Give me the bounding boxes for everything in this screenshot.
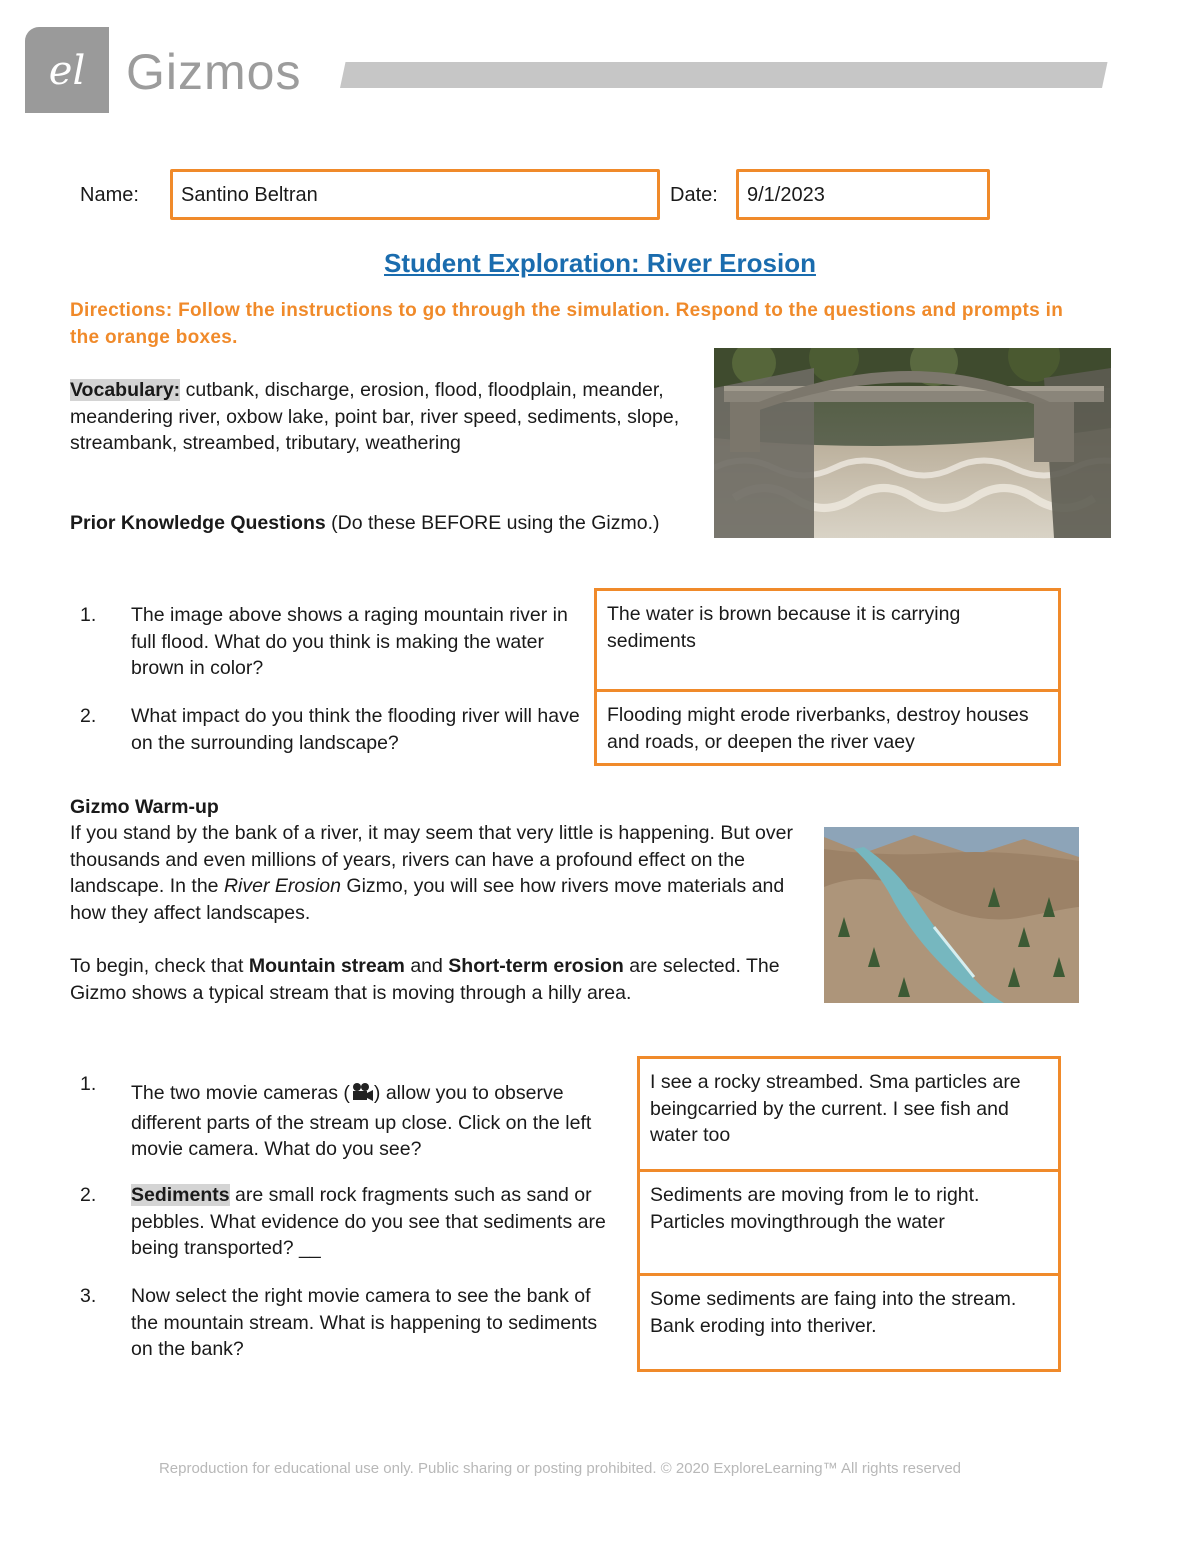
- warmup-paragraph-1: If you stand by the bank of a river, it may seem that very little is happening. But over thousands and even millions of years, rivers can have a profound effect on the landscape. In the River Erosion Gizmo, you will see how rivers move materials and how they affect landscapes.: [70, 822, 793, 924]
- warmup-answer-1[interactable]: I see a rocky streambed. Sma particles are beingcarried by the current. I see fish and water too: [640, 1059, 1058, 1172]
- warmup-answer-boxes: [637, 1056, 1061, 1372]
- brand-name: Gizmos: [126, 44, 302, 100]
- prior-q1-text: The image above shows a raging mountain river in full flood. What do you think is making the water brown in color?: [131, 604, 568, 679]
- prior-q1-number: 1.: [80, 604, 97, 626]
- name-field[interactable]: Santino Beltran: [170, 169, 660, 220]
- prior-heading-note: (Do these BEFORE using the Gizmo.): [331, 512, 660, 534]
- movie-camera-icon: [350, 1082, 374, 1110]
- warmup-q2-text: Sediments are small rock fragments such as sand or pebbles. What evidence do you see that sediments are being transported? __: [131, 1184, 606, 1259]
- warmup-heading: Gizmo Warm-up: [70, 796, 219, 818]
- vocabulary-label: Vocabulary:: [70, 379, 181, 401]
- name-label: Name:: [80, 184, 139, 206]
- explorelearning-logo-icon: el: [48, 48, 86, 94]
- date-label: Date:: [670, 184, 718, 206]
- warmup-paragraph-2: To begin, check that Mountain stream and Short-term erosion are selected. The Gizmo shows a typical stream that is moving through a hilly area.: [70, 955, 780, 1004]
- warmup-q1-number: 1.: [80, 1073, 97, 1095]
- prior-answer-2[interactable]: Flooding might erode riverbanks, destroy houses and roads, or deepen the river vaey: [607, 704, 1029, 753]
- vocabulary-section: [70, 377, 690, 457]
- prior-knowledge-heading: [70, 510, 670, 537]
- prior-answer-boxes: [594, 588, 1061, 766]
- flooded-river-bridge-image: [714, 348, 1111, 538]
- prior-q2-number: 2.: [80, 705, 97, 727]
- warmup-q2-number: 2.: [80, 1184, 97, 1206]
- mountain-stream-image: [824, 827, 1079, 1003]
- prior-q2-text: What impact do you think the flooding river will have on the surrounding landscape?: [131, 705, 580, 754]
- prior-heading-text: Prior Knowledge Questions: [70, 512, 326, 534]
- warmup-answer-3[interactable]: Some sediments are faing into the stream. Bank eroding into theriver.: [650, 1288, 1017, 1337]
- prior-answer-1[interactable]: The water is brown because it is carrying sediments: [597, 591, 1058, 692]
- warmup-q3-number: 3.: [80, 1285, 97, 1307]
- vocabulary-terms: cutbank, discharge, erosion, flood, floodplain, meander, meandering river, oxbow lake, point bar, river speed, sediments, slope, streambank, streambed, tributary, weathering: [70, 379, 680, 454]
- directions-text: Directions: Follow the instructions to go through the simulation. Respond to the questions and prompts in the orange boxes.: [70, 300, 1064, 348]
- warmup-q3-text: Now select the right movie camera to see the bank of the mountain stream. What is happening to sediments on the bank?: [131, 1285, 598, 1360]
- footer-copyright: Reproduction for educational use only. Public sharing or posting prohibited. © 2020 ExploreLearning™ All rights reserved: [158, 1460, 962, 1477]
- page-title: Student Exploration: River Erosion: [384, 248, 816, 278]
- warmup-q1-text: The two movie cameras ( ) allow you to observe different parts of the stream up close. Click on the left movie camera. What do you see?: [131, 1082, 592, 1160]
- warmup-answer-2[interactable]: Sediments are moving from le to right. Particles movingthrough the water: [640, 1172, 1058, 1276]
- date-field[interactable]: 9/1/2023: [736, 169, 990, 220]
- header-bar: [340, 62, 1108, 88]
